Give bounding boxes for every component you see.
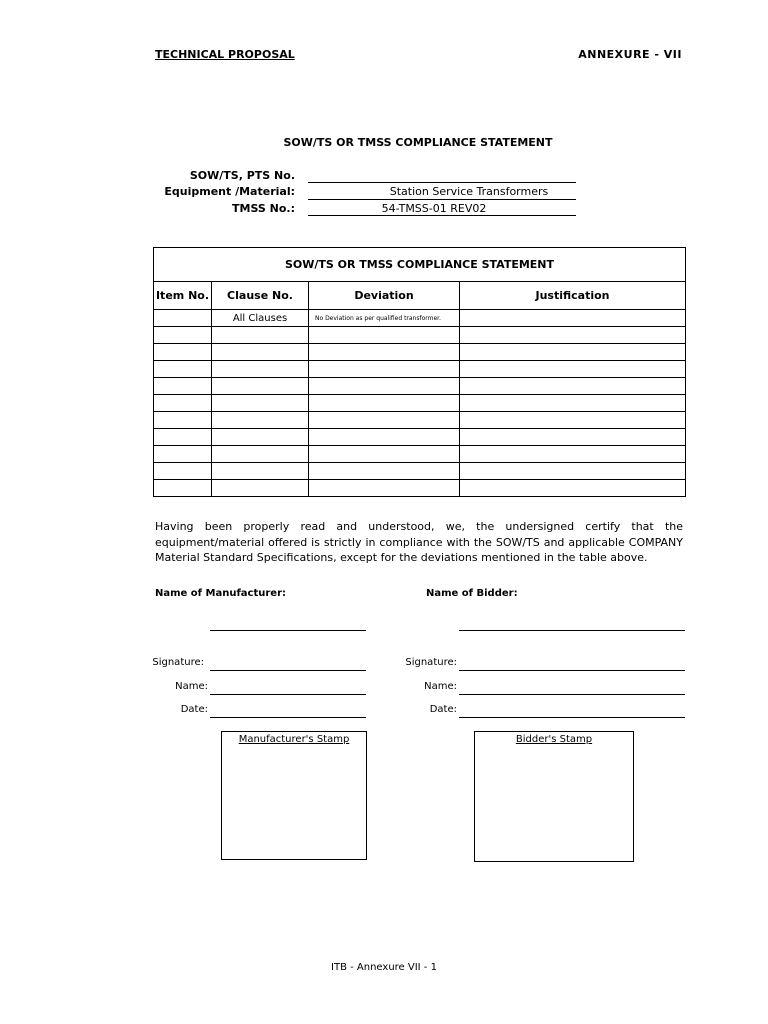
table-row	[154, 463, 686, 480]
cell-justification[interactable]	[460, 361, 686, 378]
certification-statement: Having been properly read and understood, we, the undersigned certify that the equipment/material offered is strictly in compliance with the SOW/TS and applicable COMPANY Material Standard Specifications, except for the deviations mentioned in the table above.	[155, 520, 683, 564]
equipment-value[interactable]: Station Service Transformers	[389, 185, 549, 198]
table-row	[154, 344, 686, 361]
cell-item-no[interactable]	[154, 446, 212, 463]
cell-item-no[interactable]	[154, 395, 212, 412]
table-row	[154, 327, 686, 344]
table-row	[154, 395, 686, 412]
cell-clause-no[interactable]	[212, 327, 309, 344]
col-header-item-no: Item No.	[154, 282, 212, 310]
cell-clause-no[interactable]	[212, 480, 309, 497]
cell-clause-no[interactable]	[212, 378, 309, 395]
page-title: SOW/TS OR TMSS COMPLIANCE STATEMENT	[283, 136, 553, 149]
bidder-date-field[interactable]	[459, 717, 685, 718]
table-row	[154, 378, 686, 395]
cell-justification[interactable]	[460, 378, 686, 395]
manufacturer-heading: Name of Manufacturer:	[155, 588, 287, 599]
cell-deviation[interactable]	[309, 344, 460, 361]
equipment-underline	[308, 199, 576, 200]
bidder-stamp-label: Bidder's Stamp	[515, 734, 593, 745]
equipment-label: Equipment /Material:	[164, 185, 295, 198]
sow-underline	[308, 182, 576, 183]
cell-clause-no[interactable]	[212, 361, 309, 378]
manufacturer-stamp-label: Manufacturer's Stamp	[238, 734, 350, 745]
cell-justification[interactable]	[460, 480, 686, 497]
manufacturer-stamp-box	[221, 731, 367, 860]
cell-item-no[interactable]	[154, 463, 212, 480]
cell-item-no[interactable]	[154, 344, 212, 361]
bidder-name-label: Name:	[424, 681, 457, 692]
bidder-signature-line[interactable]	[459, 670, 685, 671]
tmss-value[interactable]: 54-TMSS-01 REV02	[381, 202, 487, 215]
manufacturer-name-field[interactable]	[210, 694, 366, 695]
table-row	[154, 480, 686, 497]
col-header-justification: Justification	[460, 282, 686, 310]
sow-label: SOW/TS, PTS No.	[189, 169, 295, 182]
table-row	[154, 446, 686, 463]
cell-item-no[interactable]	[154, 429, 212, 446]
bidder-name-field[interactable]	[459, 694, 685, 695]
manufacturer-signature-line[interactable]	[210, 670, 366, 671]
cell-clause-no[interactable]: All Clauses	[212, 310, 309, 327]
cell-item-no[interactable]	[154, 480, 212, 497]
col-header-clause-no: Clause No.	[212, 282, 309, 310]
manufacturer-date-label: Date:	[180, 704, 208, 715]
bidder-heading: Name of Bidder:	[426, 588, 518, 599]
table-caption: SOW/TS OR TMSS COMPLIANCE STATEMENT	[154, 248, 686, 282]
table-row	[154, 412, 686, 429]
cell-clause-no[interactable]	[212, 429, 309, 446]
cell-clause-no[interactable]	[212, 446, 309, 463]
cell-justification[interactable]	[460, 463, 686, 480]
cell-justification[interactable]	[460, 446, 686, 463]
cell-clause-no[interactable]	[212, 463, 309, 480]
cell-justification[interactable]	[460, 310, 686, 327]
cell-item-no[interactable]	[154, 361, 212, 378]
cell-justification[interactable]	[460, 429, 686, 446]
header-annexure-label: ANNEXURE - VII	[578, 48, 682, 61]
tmss-underline	[308, 215, 576, 216]
cell-justification[interactable]	[460, 395, 686, 412]
cell-deviation[interactable]	[309, 361, 460, 378]
cell-clause-no[interactable]	[212, 395, 309, 412]
bidder-stamp-box	[474, 731, 634, 862]
cell-item-no[interactable]	[154, 310, 212, 327]
cell-justification[interactable]	[460, 344, 686, 361]
cell-item-no[interactable]	[154, 412, 212, 429]
cell-item-no[interactable]	[154, 378, 212, 395]
table-row	[154, 429, 686, 446]
compliance-table	[153, 247, 686, 497]
manufacturer-name-line[interactable]	[210, 630, 366, 631]
cell-item-no[interactable]	[154, 327, 212, 344]
cell-deviation[interactable]	[309, 378, 460, 395]
table-header-row	[154, 282, 686, 310]
bidder-date-label: Date:	[429, 704, 457, 715]
cell-deviation[interactable]: No Deviation as per qualified transformer.	[309, 310, 460, 327]
table-row	[154, 310, 686, 327]
cell-deviation[interactable]	[309, 412, 460, 429]
cell-justification[interactable]	[460, 327, 686, 344]
cell-deviation[interactable]	[309, 327, 460, 344]
cell-clause-no[interactable]	[212, 344, 309, 361]
manufacturer-signature-label: Signature:	[152, 657, 204, 668]
tmss-label: TMSS No.:	[232, 202, 295, 215]
cell-deviation[interactable]	[309, 429, 460, 446]
cell-justification[interactable]	[460, 412, 686, 429]
cell-deviation[interactable]	[309, 463, 460, 480]
bidder-name-line[interactable]	[459, 630, 685, 631]
manufacturer-date-field[interactable]	[210, 717, 366, 718]
bidder-signature-label: Signature:	[405, 657, 457, 668]
cell-deviation[interactable]	[309, 480, 460, 497]
cell-deviation[interactable]	[309, 446, 460, 463]
cell-deviation[interactable]	[309, 395, 460, 412]
col-header-deviation: Deviation	[309, 282, 460, 310]
cell-clause-no[interactable]	[212, 412, 309, 429]
manufacturer-name-label: Name:	[175, 681, 208, 692]
page-footer: ITB - Annexure VII - 1	[331, 962, 437, 973]
table-row	[154, 361, 686, 378]
header-left-title: TECHNICAL PROPOSAL	[155, 48, 295, 61]
